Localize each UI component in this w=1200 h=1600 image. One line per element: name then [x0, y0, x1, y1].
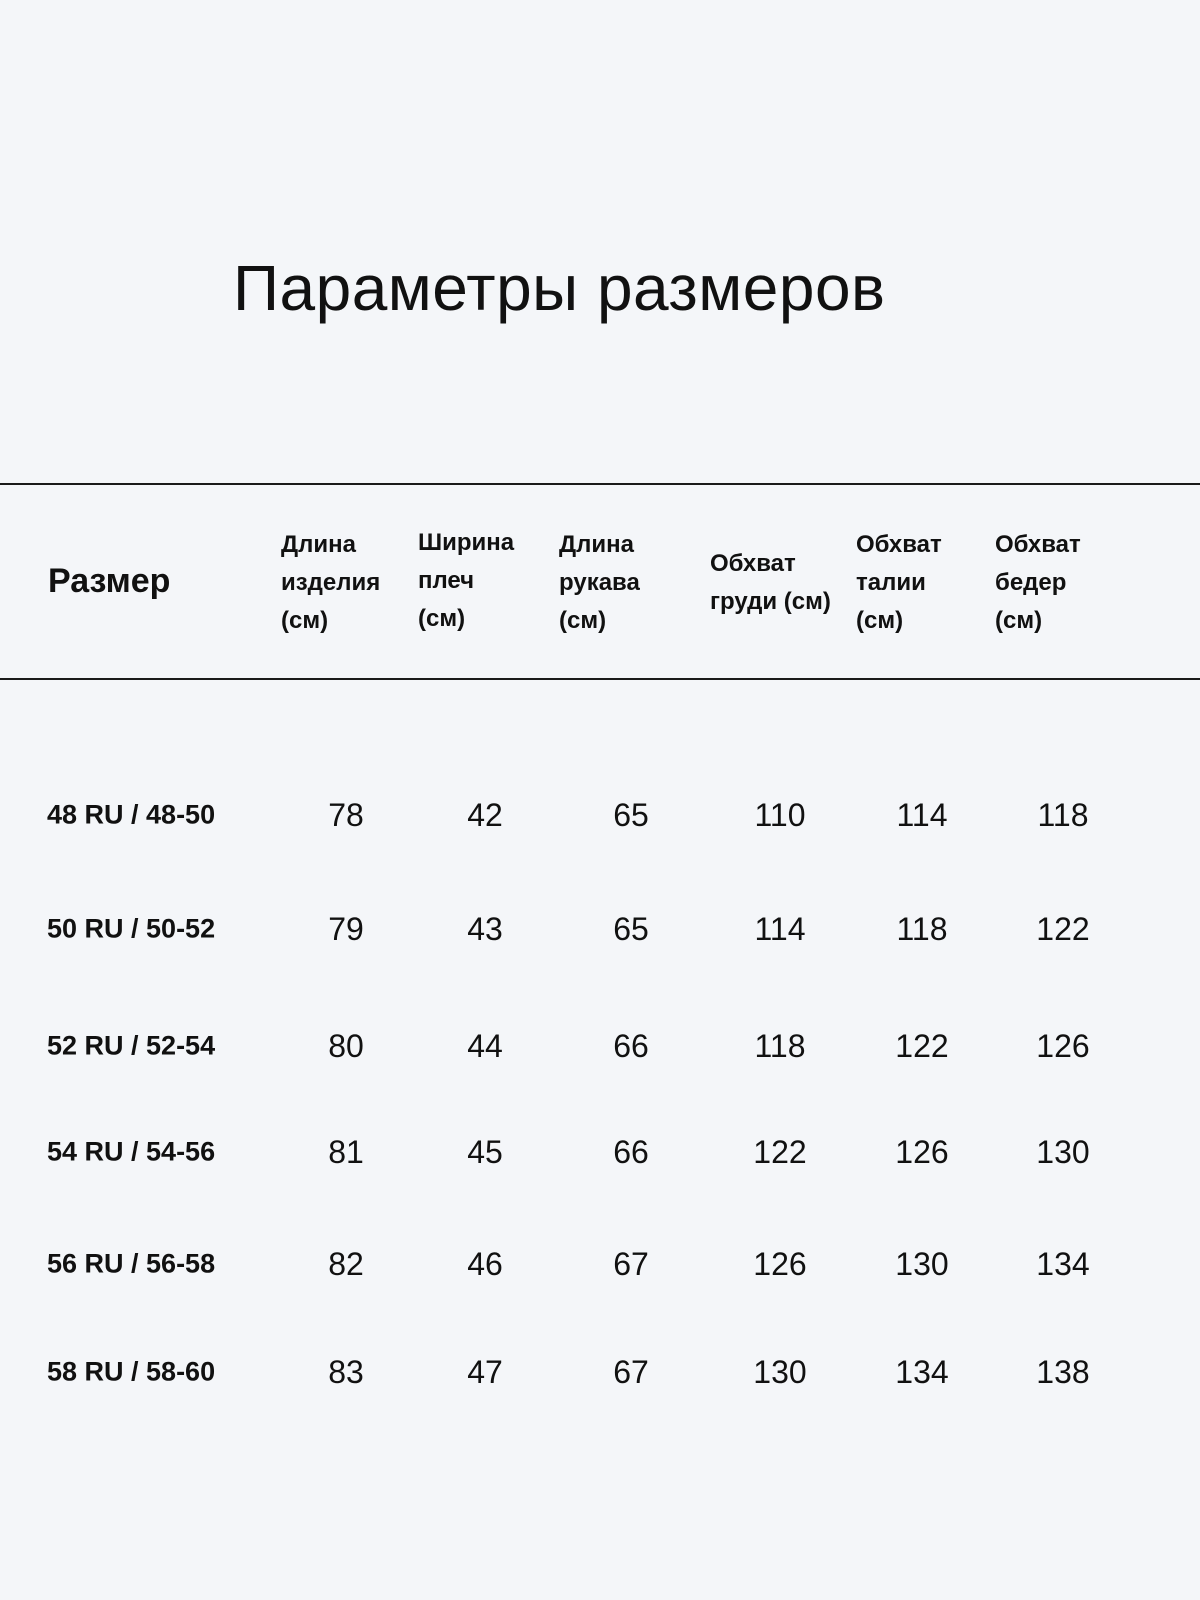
column-header-line: (см)	[418, 605, 466, 632]
table-cell: 130	[895, 1246, 949, 1282]
column-header-line: (см)	[856, 607, 904, 634]
table-cell: 82	[328, 1246, 364, 1282]
column-header-line: Ширина	[418, 529, 515, 556]
table-cell: 42	[467, 797, 503, 833]
header-top-divider	[0, 483, 1200, 485]
column-header-line: плеч	[418, 567, 475, 594]
table-cell: 47	[467, 1354, 503, 1390]
table-cell: 78	[328, 797, 364, 833]
header-bottom-divider	[0, 678, 1200, 680]
table-cell: 130	[753, 1354, 807, 1390]
column-header-chest	[710, 545, 831, 621]
table-cell: 67	[613, 1354, 649, 1390]
column-header-line: изделия	[281, 569, 381, 596]
table-cell: 114	[754, 911, 806, 947]
table-cell: 134	[1036, 1246, 1090, 1282]
column-header-length	[281, 526, 380, 640]
table-cell: 134	[895, 1354, 949, 1390]
row-size-label: 54 RU / 54-56	[47, 1136, 216, 1167]
table-cell: 118	[896, 911, 948, 947]
table-cell: 65	[613, 797, 649, 833]
column-header-waist	[856, 526, 942, 640]
table-cell: 118	[754, 1028, 806, 1064]
column-header-line: (см)	[281, 607, 329, 634]
row-size-label: 50 RU / 50-52	[47, 913, 216, 944]
row-size-label: 48 RU / 48-50	[47, 799, 216, 830]
table-cell: 110	[754, 797, 806, 833]
column-header-line: Обхват	[995, 531, 1081, 558]
column-header-line: Длина	[281, 531, 356, 558]
row-size-label: 58 RU / 58-60	[47, 1356, 216, 1387]
table-cell: 122	[1036, 911, 1090, 947]
table-cell: 126	[1036, 1028, 1090, 1064]
column-header-sleeve-length	[559, 526, 640, 640]
table-cell: 118	[1037, 797, 1089, 833]
table-cell: 66	[613, 1028, 649, 1064]
column-header-hips	[995, 526, 1081, 640]
table-cell: 44	[467, 1028, 503, 1064]
column-header-line: Обхват	[856, 531, 942, 558]
table-cell: 138	[1036, 1354, 1090, 1390]
row-size-label: 52 RU / 52-54	[47, 1030, 216, 1061]
table-cell: 122	[753, 1134, 807, 1170]
column-header-line: бедер	[995, 569, 1067, 596]
table-cell: 65	[613, 911, 649, 947]
size-column-header: Размер	[48, 562, 171, 600]
table-cell: 67	[613, 1246, 649, 1282]
table-cell: 130	[1036, 1134, 1090, 1170]
table-cell: 45	[467, 1134, 503, 1170]
column-header-line: (см)	[559, 607, 607, 634]
table-cell: 43	[467, 911, 503, 947]
table-cell: 80	[328, 1028, 364, 1064]
column-header-line: Обхват	[710, 550, 796, 577]
column-header-line: (см)	[995, 607, 1043, 634]
column-header-line: груди (см)	[710, 588, 831, 615]
column-header-shoulder-width	[418, 524, 514, 638]
table-cell: 114	[896, 797, 948, 833]
column-header-line: талии	[856, 569, 926, 596]
column-header-line: рукава	[559, 569, 640, 596]
table-cell: 81	[328, 1134, 364, 1170]
table-cell: 122	[895, 1028, 949, 1064]
table-cell: 46	[467, 1246, 503, 1282]
table-cell: 79	[328, 911, 364, 947]
table-cell: 66	[613, 1134, 649, 1170]
column-header-line: Длина	[559, 531, 634, 558]
table-cell: 126	[753, 1246, 807, 1282]
row-size-label: 56 RU / 56-58	[47, 1248, 216, 1279]
page-title: Параметры размеров	[233, 252, 886, 324]
table-cell: 126	[895, 1134, 949, 1170]
table-cell: 83	[328, 1354, 364, 1390]
